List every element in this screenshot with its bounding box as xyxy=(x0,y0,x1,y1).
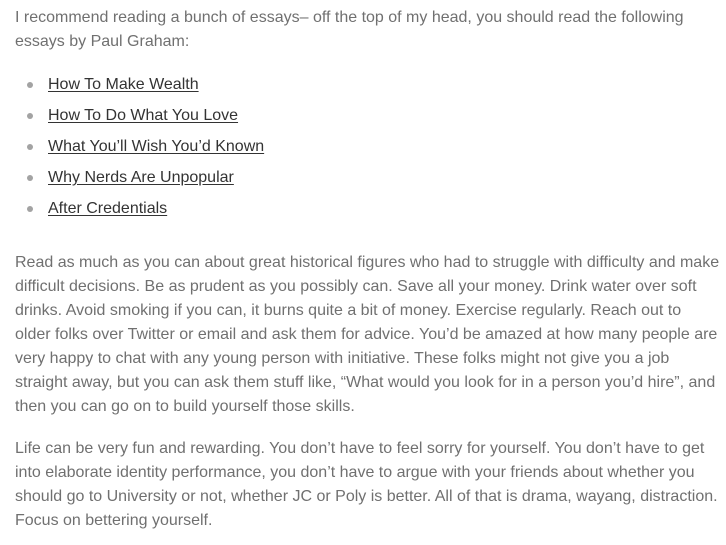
essay-list-item xyxy=(15,135,721,166)
essay-list-item xyxy=(15,73,721,104)
essay-list-item xyxy=(15,166,721,197)
essay-list xyxy=(15,73,721,228)
article-body xyxy=(15,6,721,533)
essay-link-after-credentials[interactable]: After Credentials xyxy=(48,200,168,217)
closing-paragraph: Life can be very fun and rewarding. You don’t have to feel sorry for yourself. You don’t have to get into elaborate identity performance, you don’t have to argue with your friends about whether you should go to University or not, whether JC or Poly is better. All of that is drama, wayang, distraction. Focus on bettering yourself. xyxy=(15,440,718,529)
bullet-icon xyxy=(27,144,33,150)
advice-paragraph: Read as much as you can about great historical figures who had to struggle with difficulty and make difficult decisions. Be as prudent as you possibly can. Save all your money. Drink water over soft drinks. Avoid smoking if you can, it burns quite a bit of money. Exercise regularly. Reach out to older folks over Twitter or email and ask them for advice. You’d be amazed at how many people are very happy to chat with any young person with initiative. These folks might not give you a job straight away, but you can ask them stuff like, “What would you look for in a person you’d hire”, and then you can go on to build yourself those skills. xyxy=(15,254,720,415)
essay-link-how-to-do-what-you-love[interactable]: How To Do What You Love xyxy=(48,107,239,124)
essay-list-item xyxy=(15,104,721,135)
bullet-icon xyxy=(27,113,33,119)
intro-paragraph: I recommend reading a bunch of essays– off the top of my head, you should read the following essays by Paul Graham: xyxy=(15,9,684,50)
essay-link-how-to-make-wealth[interactable]: How To Make Wealth xyxy=(48,76,199,93)
essay-list-item xyxy=(15,197,721,228)
essay-link-why-nerds-are-unpopular[interactable]: Why Nerds Are Unpopular xyxy=(48,169,234,186)
bullet-icon xyxy=(27,206,33,212)
bullet-icon xyxy=(27,175,33,181)
essay-link-what-youll-wish-youd-known[interactable]: What You’ll Wish You’d Known xyxy=(48,138,265,155)
bullet-icon xyxy=(27,82,33,88)
